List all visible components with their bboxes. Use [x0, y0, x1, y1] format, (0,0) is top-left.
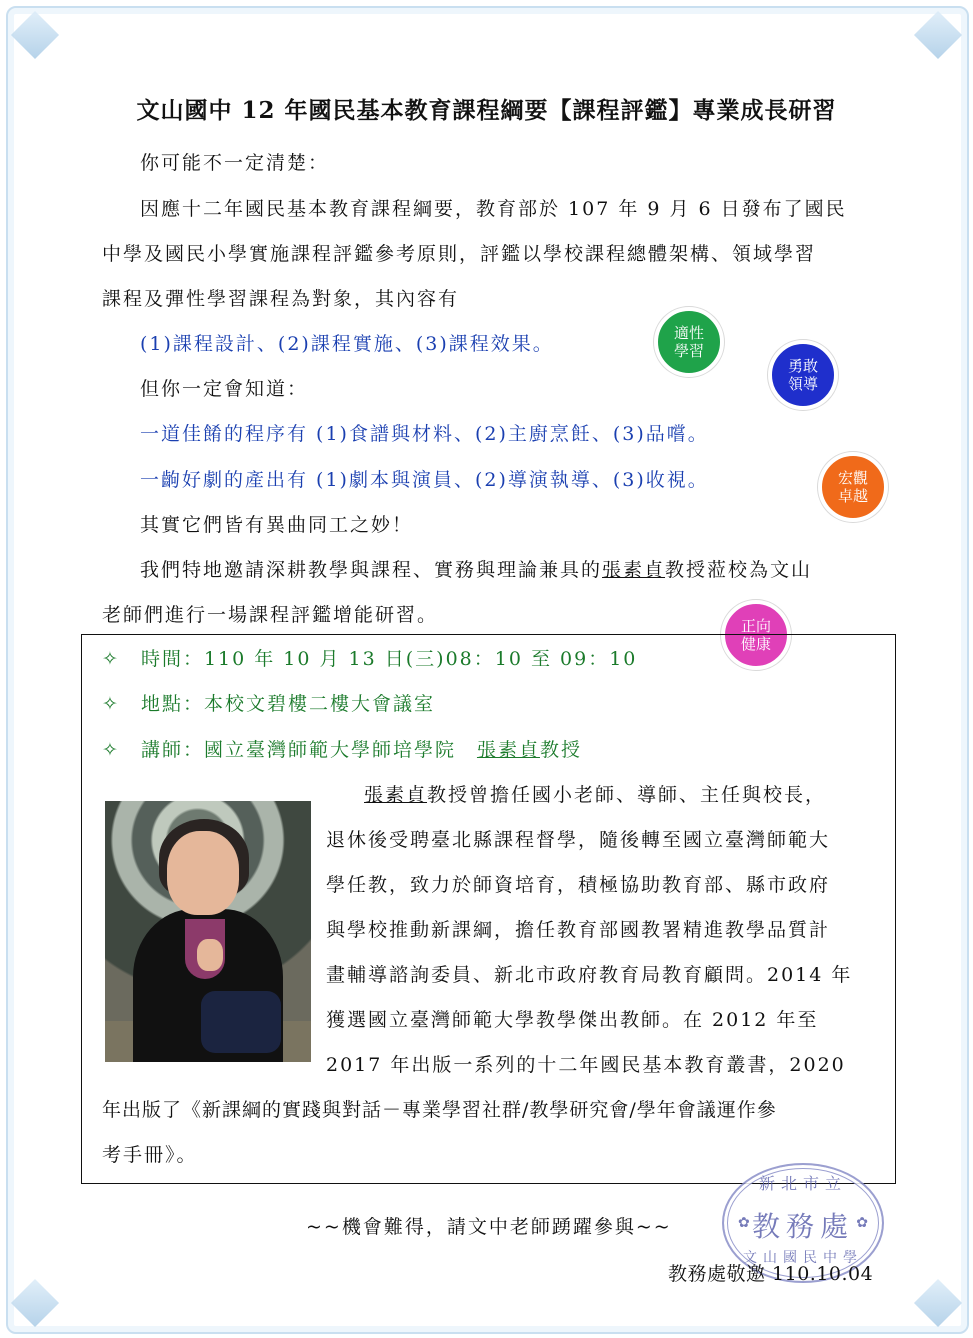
intro-line: 課程及彈性學習課程為對象，其內容有	[102, 288, 460, 310]
intro-line: 中學及國民小學實施課程評鑑參考原則，評鑑以學校課程總體架構、領域學習	[102, 243, 817, 265]
bio-line: 年出版了《新課綱的實踐與對話－專業學習社群/教學研究會/學年會議運作參	[102, 1099, 777, 1121]
bio-line: 學任教，致力於師資培育，積極協助教育部、縣市政府	[326, 874, 831, 896]
intro-line	[140, 558, 812, 582]
bio-line: 2017 年出版一系列的十二年國民基本教育叢書，2020	[326, 1054, 846, 1076]
text-run: 教授蒞校為文山	[665, 559, 813, 581]
badge-adaptive-learning: 適性 學習	[654, 307, 724, 377]
intro-line: 老師們進行一場課程評鑑增能研習。	[102, 604, 439, 626]
bullet-icon: ✧	[102, 739, 120, 761]
bio-line: 獲選國立臺灣師範大學教學傑出教師。在 2012 年至	[326, 1009, 819, 1031]
intro-line: 因應十二年國民基本教育課程綱要，教育部於 107 年 9 月 6 日發布了國民	[140, 198, 847, 220]
bio-line: 退休後受聘臺北縣課程督學，隨後轉至國立臺灣師範大	[326, 829, 831, 851]
intro-line: 你可能不一定清楚：	[140, 152, 330, 174]
intro-line: (1)課程設計、(2)課程實施、(3)課程效果。	[140, 333, 554, 355]
badge-positive-health: 正向 健康	[721, 600, 791, 670]
detail-place: ✧ 地點：本校文碧樓二樓大會議室	[102, 693, 435, 715]
badge-macro-excellence: 宏觀 卓越	[818, 452, 888, 522]
bullet-icon: ✧	[102, 648, 120, 670]
speaker-name: 張素貞	[476, 739, 540, 761]
detail-speaker: ✧ 講師：國立臺灣師範大學師培學院 張素貞教授	[102, 739, 582, 761]
document-title: 文山國中 12 年國民基本教育課程綱要【課程評鑑】專業成長研習	[136, 97, 837, 124]
intro-line: 一道佳餚的程序有 (1)食譜與材料、(2)主廚烹飪、(3)品嚐。	[140, 423, 709, 445]
bio-line: 與學校推動新課綱，擔任教育部國教署精進教學品質計	[326, 919, 831, 941]
flower-icon: ✿	[856, 1215, 868, 1231]
closing-line: ~~機會難得，請文中老師踴躍參與~~	[306, 1216, 672, 1238]
bio-line: 張素貞教授曾擔任國小老師、導師、主任與校長，	[364, 784, 827, 806]
office-seal: 新北市立 ✿ 教務處 ✿ 文山國民中學	[722, 1163, 884, 1283]
intro-line: 但你一定會知道：	[140, 378, 309, 400]
detail-time: ✧ 時間：110 年 10 月 13 日(三)08：10 至 09：10	[102, 648, 638, 670]
flower-icon: ✿	[738, 1215, 750, 1231]
badge-brave-leadership: 勇敢 領導	[768, 340, 838, 410]
speaker-name: 張素貞	[602, 559, 666, 581]
bio-line: 考手冊》。	[102, 1144, 198, 1166]
speaker-name: 張素貞	[364, 784, 428, 806]
speaker-photo	[105, 801, 311, 1062]
intro-line: 一齣好劇的產出有 (1)劇本與演員、(2)導演執導、(3)收視。	[140, 469, 709, 491]
intro-line: 其實它們皆有異曲同工之妙！	[140, 514, 414, 536]
text-run: 我們特地邀請深耕教學與課程、實務與理論兼具的	[140, 559, 603, 581]
bullet-icon: ✧	[102, 693, 120, 715]
signature: 教務處敬邀 110.10.04	[668, 1263, 874, 1285]
bio-line: 畫輔導諮詢委員、新北市政府教育局教育顧問。2014 年	[326, 964, 853, 986]
